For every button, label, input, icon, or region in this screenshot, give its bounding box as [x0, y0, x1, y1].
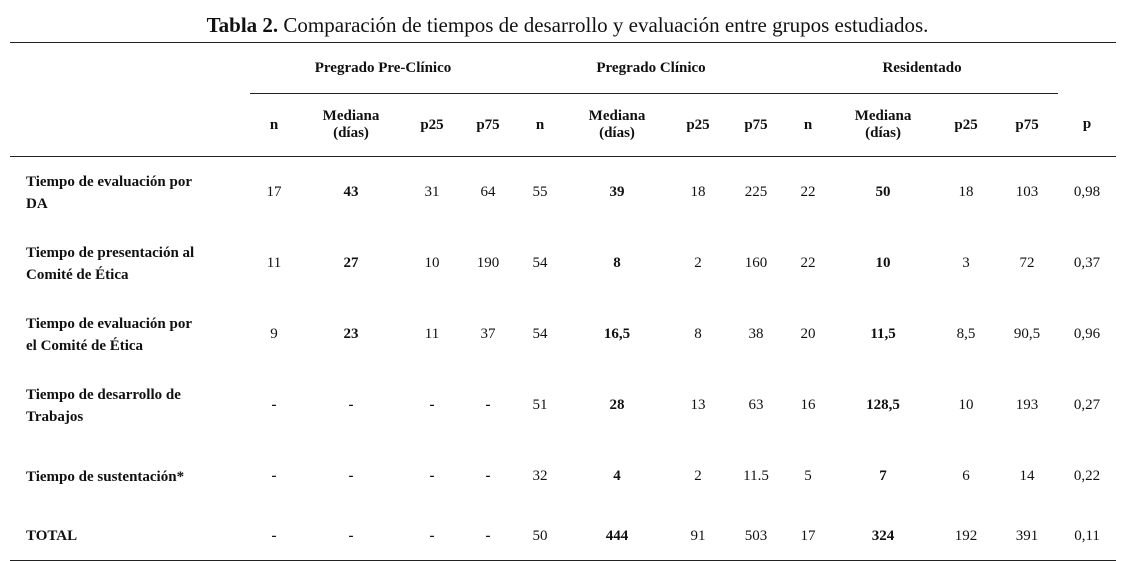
table-cell: 13	[690, 397, 706, 413]
table-caption	[0, 12, 1135, 38]
group-preclinico: Pregrado Pre-Clínico	[250, 43, 516, 94]
table-cell: 32	[532, 468, 548, 484]
table-cell: 192	[936, 512, 996, 561]
table-cell: 17	[786, 512, 830, 561]
caption-text: Comparación de tiempos de desarrollo y evaluación entre grupos estudiados.	[283, 13, 929, 37]
table-cell: -	[404, 512, 460, 561]
col-n: n	[516, 94, 564, 157]
caption-label: Tabla 2.	[206, 13, 279, 37]
table-cell: 9	[270, 326, 278, 342]
table-row	[10, 299, 1116, 370]
table-cell: 0,22	[1073, 468, 1101, 484]
table-cell: 193	[1015, 397, 1039, 413]
header-blank	[10, 43, 250, 94]
table-cell: 22	[800, 255, 816, 271]
table-cell: 31	[424, 184, 440, 200]
col-p25: p25	[936, 94, 996, 157]
table-cell: 6	[962, 468, 970, 484]
table-cell: 11,5	[870, 326, 896, 342]
table-cell: 72	[1019, 255, 1035, 271]
table-cell: 7	[879, 468, 887, 484]
table-cell: 160	[744, 255, 768, 271]
table-cell: 0,98	[1073, 184, 1101, 200]
table-cell: 22	[800, 184, 816, 200]
table-cell: 8,5	[956, 326, 976, 342]
table-cell: 0,11	[1058, 512, 1116, 561]
table-cell: -	[485, 468, 491, 484]
table-cell: 503	[726, 512, 786, 561]
table-cell: -	[485, 397, 491, 413]
table-cell: 37	[480, 326, 496, 342]
col-mediana: Mediana (días)	[298, 94, 404, 157]
table-row	[10, 370, 1116, 441]
table-cell: 63	[748, 397, 764, 413]
table-cell: 50	[516, 512, 564, 561]
table-cell: 11	[424, 326, 440, 342]
table-cell: 14	[1019, 468, 1035, 484]
table-cell: 54	[532, 255, 548, 271]
group-residentado: Residentado	[786, 43, 1058, 94]
row-label: TOTAL	[10, 512, 250, 561]
row-label: Tiempo de sustentación*	[26, 468, 185, 485]
table-cell: 28	[609, 397, 625, 413]
table-cell: 17	[266, 184, 282, 200]
table-cell: 43	[343, 184, 359, 200]
table-cell: 23	[343, 326, 359, 342]
table-cell: -	[250, 512, 298, 561]
table-cell: 39	[609, 184, 625, 200]
table-cell: 64	[480, 184, 496, 200]
table-cell: 50	[875, 184, 891, 200]
subheader-row	[10, 94, 1116, 157]
table-cell: 8	[613, 255, 621, 271]
table-cell: 444	[564, 512, 670, 561]
table-cell: 55	[532, 184, 548, 200]
table-cell: 10	[875, 255, 891, 271]
table-cell: -	[298, 512, 404, 561]
table-row	[10, 228, 1116, 299]
table-cell: 5	[804, 468, 812, 484]
col-p75: p75	[460, 94, 516, 157]
total-row	[10, 512, 1116, 561]
table-cell: 103	[1015, 184, 1039, 200]
table-cell: 324	[830, 512, 936, 561]
subheader-blank	[10, 94, 250, 157]
table-cell: -	[348, 468, 354, 484]
table-cell: 2	[694, 468, 702, 484]
row-label: Tiempo de desarrollo de Trabajos	[26, 386, 181, 425]
col-mediana: Mediana (días)	[830, 94, 936, 157]
table-row	[10, 157, 1116, 229]
table-cell: 16	[800, 397, 816, 413]
col-p25: p25	[404, 94, 460, 157]
table-cell: -	[460, 512, 516, 561]
table-cell: 16,5	[603, 326, 631, 342]
table-cell: 18	[958, 184, 974, 200]
row-label: Tiempo de presentación al Comité de Ética	[26, 244, 195, 283]
table-cell: 27	[343, 255, 359, 271]
table-cell: 51	[532, 397, 548, 413]
col-n: n	[786, 94, 830, 157]
table-cell: 128,5	[866, 397, 900, 413]
table-cell: 90,5	[1013, 326, 1041, 342]
table-cell: 391	[996, 512, 1058, 561]
table-cell: -	[429, 397, 435, 413]
row-label: Tiempo de evaluación por DA	[26, 173, 192, 212]
table-cell: 38	[748, 326, 764, 342]
col-n: n	[250, 94, 298, 157]
group-header-row	[10, 43, 1116, 94]
table-cell: 54	[532, 326, 548, 342]
table-cell: 10	[958, 397, 974, 413]
table-cell: -	[429, 468, 435, 484]
table-cell: 10	[424, 255, 440, 271]
col-p: p	[1058, 94, 1116, 157]
table-cell: 0,27	[1073, 397, 1101, 413]
col-p25: p25	[670, 94, 726, 157]
table-cell: 11	[266, 255, 282, 271]
table-cell: 0,96	[1073, 326, 1101, 342]
header-blank-p	[1058, 43, 1116, 94]
table-cell: 91	[670, 512, 726, 561]
col-p75: p75	[726, 94, 786, 157]
table-cell: 0,37	[1073, 255, 1101, 271]
table-cell: 18	[690, 184, 706, 200]
table-row	[10, 441, 1116, 512]
table-cell: 4	[613, 468, 621, 484]
col-mediana: Mediana (días)	[564, 94, 670, 157]
table-cell: -	[348, 397, 354, 413]
col-p75: p75	[996, 94, 1058, 157]
table-cell: 190	[476, 255, 500, 271]
comparison-table	[10, 42, 1116, 561]
table-cell: 11.5	[743, 468, 769, 484]
table-cell: 3	[962, 255, 970, 271]
table-cell: -	[271, 397, 277, 413]
row-label: Tiempo de evaluación por el Comité de Ética	[26, 315, 192, 354]
table-cell: 8	[694, 326, 702, 342]
table-cell: -	[271, 468, 277, 484]
table-cell: 225	[744, 184, 768, 200]
table-cell: 2	[694, 255, 702, 271]
table-cell: 20	[800, 326, 816, 342]
group-clinico: Pregrado Clínico	[516, 43, 786, 94]
